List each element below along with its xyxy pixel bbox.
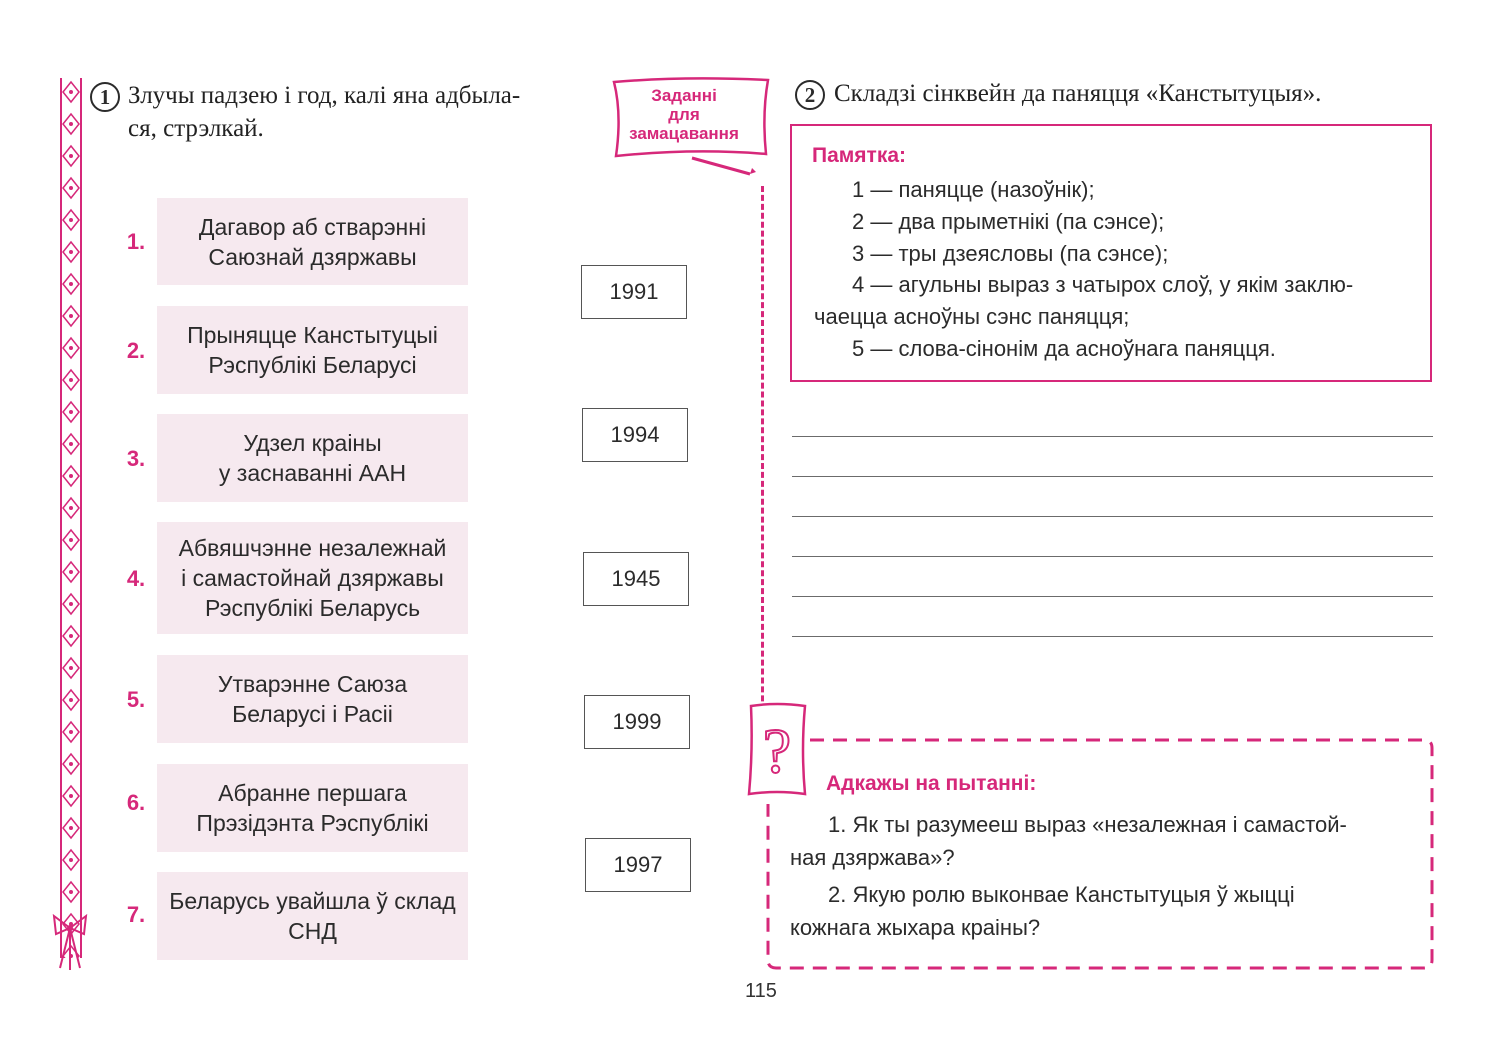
question-1: 1. Як ты разумееш выраз «незалежная і самастой- ная дзяржава»? — [790, 812, 1347, 870]
memo-line-4: 4 — агульны выраз з чатырох слоў, у якім заклю- — [852, 272, 1354, 297]
ornament-dot — [69, 666, 73, 670]
memo-line-3: 3 — тры дзеясловы (па сэнсе); — [852, 241, 1169, 266]
event-number-1: 1. — [126, 229, 146, 254]
ornament-dot — [69, 762, 73, 766]
page-number: 115 — [745, 980, 777, 1002]
answer-line-3[interactable] — [792, 516, 1433, 517]
answer-line-1[interactable] — [792, 436, 1433, 437]
question-2: 2. Якую ролю выконвае Канстытуцыя ў жыцці кожнага жыхара краіны? — [790, 882, 1295, 940]
answer-line-4[interactable] — [792, 556, 1433, 557]
year-box-3[interactable]: 1945 — [583, 552, 689, 606]
year-box-1[interactable]: 1991 — [581, 265, 687, 319]
svg-text:?: ? — [762, 715, 792, 786]
task-2-instruction: Складзі сінквейн да паняцця «Канстытуцыя». — [834, 80, 1322, 107]
ornament-dot — [69, 730, 73, 734]
ornament-dot — [69, 570, 73, 574]
memo-line-2: 2 — два прыметнікі (па сэнсе); — [852, 209, 1165, 234]
memo-box — [790, 124, 1432, 382]
answer-line-2[interactable] — [792, 476, 1433, 477]
ornament-dot — [69, 634, 73, 638]
event-number-7: 7. — [126, 902, 146, 927]
year-box-4[interactable]: 1999 — [584, 695, 690, 749]
ornament-dot — [69, 410, 73, 414]
ornament-dot — [69, 826, 73, 830]
event-number-5: 5. — [126, 687, 146, 712]
ornament-dot — [69, 794, 73, 798]
ornament-dot — [69, 90, 73, 94]
ornament-dot — [69, 122, 73, 126]
event-number-6: 6. — [126, 790, 146, 815]
ornament-dot — [69, 282, 73, 286]
ornament-dot — [69, 314, 73, 318]
year-box-5[interactable]: 1997 — [585, 838, 691, 892]
memo-line-6: 5 — слова-сінонім да асноўнага паняцця. — [852, 336, 1276, 361]
badge-label: Заданні для замацавання — [629, 86, 739, 143]
ornament-dot — [69, 602, 73, 606]
event-card-2[interactable]: Прыняцце Канстытуцыі Рэспублікі Беларусі — [157, 306, 468, 394]
memo-title: Памятка: — [812, 144, 907, 167]
year-box-2[interactable]: 1994 — [582, 408, 688, 462]
ornament-dot — [69, 346, 73, 350]
answer-line-5[interactable] — [792, 596, 1433, 597]
event-card-3[interactable]: Удзел краіны у заснаванні ААН — [157, 414, 468, 502]
ornament-dot — [69, 378, 73, 382]
ornament-dot — [69, 474, 73, 478]
event-card-5[interactable]: Утварэнне Саюза Беларусі і Расіі — [157, 655, 468, 743]
question-scroll-icon — [743, 700, 811, 800]
ornament-dot — [69, 890, 73, 894]
event-number-4: 4. — [126, 566, 146, 591]
ornament-dot — [69, 442, 73, 446]
event-number-3: 3. — [126, 446, 146, 471]
event-card-7[interactable]: Беларусь увайшла ў склад СНД — [157, 872, 468, 960]
event-card-4[interactable]: Абвяшчэнне незалежнай і самастойнай дзяржавы Рэспублікі Беларусь — [157, 522, 468, 634]
event-number-2: 2. — [126, 338, 146, 363]
ornament-dot — [69, 506, 73, 510]
ornament-dot — [69, 698, 73, 702]
questions-title: Адкажы на пытанні: — [826, 772, 1037, 795]
task-2-number: 2 — [795, 80, 825, 110]
ornament-dot — [69, 186, 73, 190]
memo-line-1: 1 — паняцце (назоўнік); — [852, 177, 1095, 202]
event-card-1[interactable]: Дагавор аб стварэнні Саюзнай дзяржавы — [157, 198, 468, 285]
ornament-dot — [69, 538, 73, 542]
bow-ornament-icon — [50, 908, 90, 972]
task-1-number: 1 — [90, 82, 120, 112]
ornament-dot — [69, 250, 73, 254]
task-1-instruction: Злучы падзею і год, калі яна адбыла- ся, стрэлкай. — [128, 82, 521, 142]
event-card-6[interactable]: Абранне першага Прэзідэнта Рэспублікі — [157, 764, 468, 852]
answer-line-6[interactable] — [792, 636, 1433, 637]
ornament-dot — [69, 858, 73, 862]
ornament-dot — [69, 154, 73, 158]
ornament-dot — [69, 218, 73, 222]
column-divider — [761, 186, 764, 746]
memo-line-5: чаецца асноўны сэнс паняцця; — [814, 304, 1130, 329]
left-ornament-border — [58, 78, 84, 958]
